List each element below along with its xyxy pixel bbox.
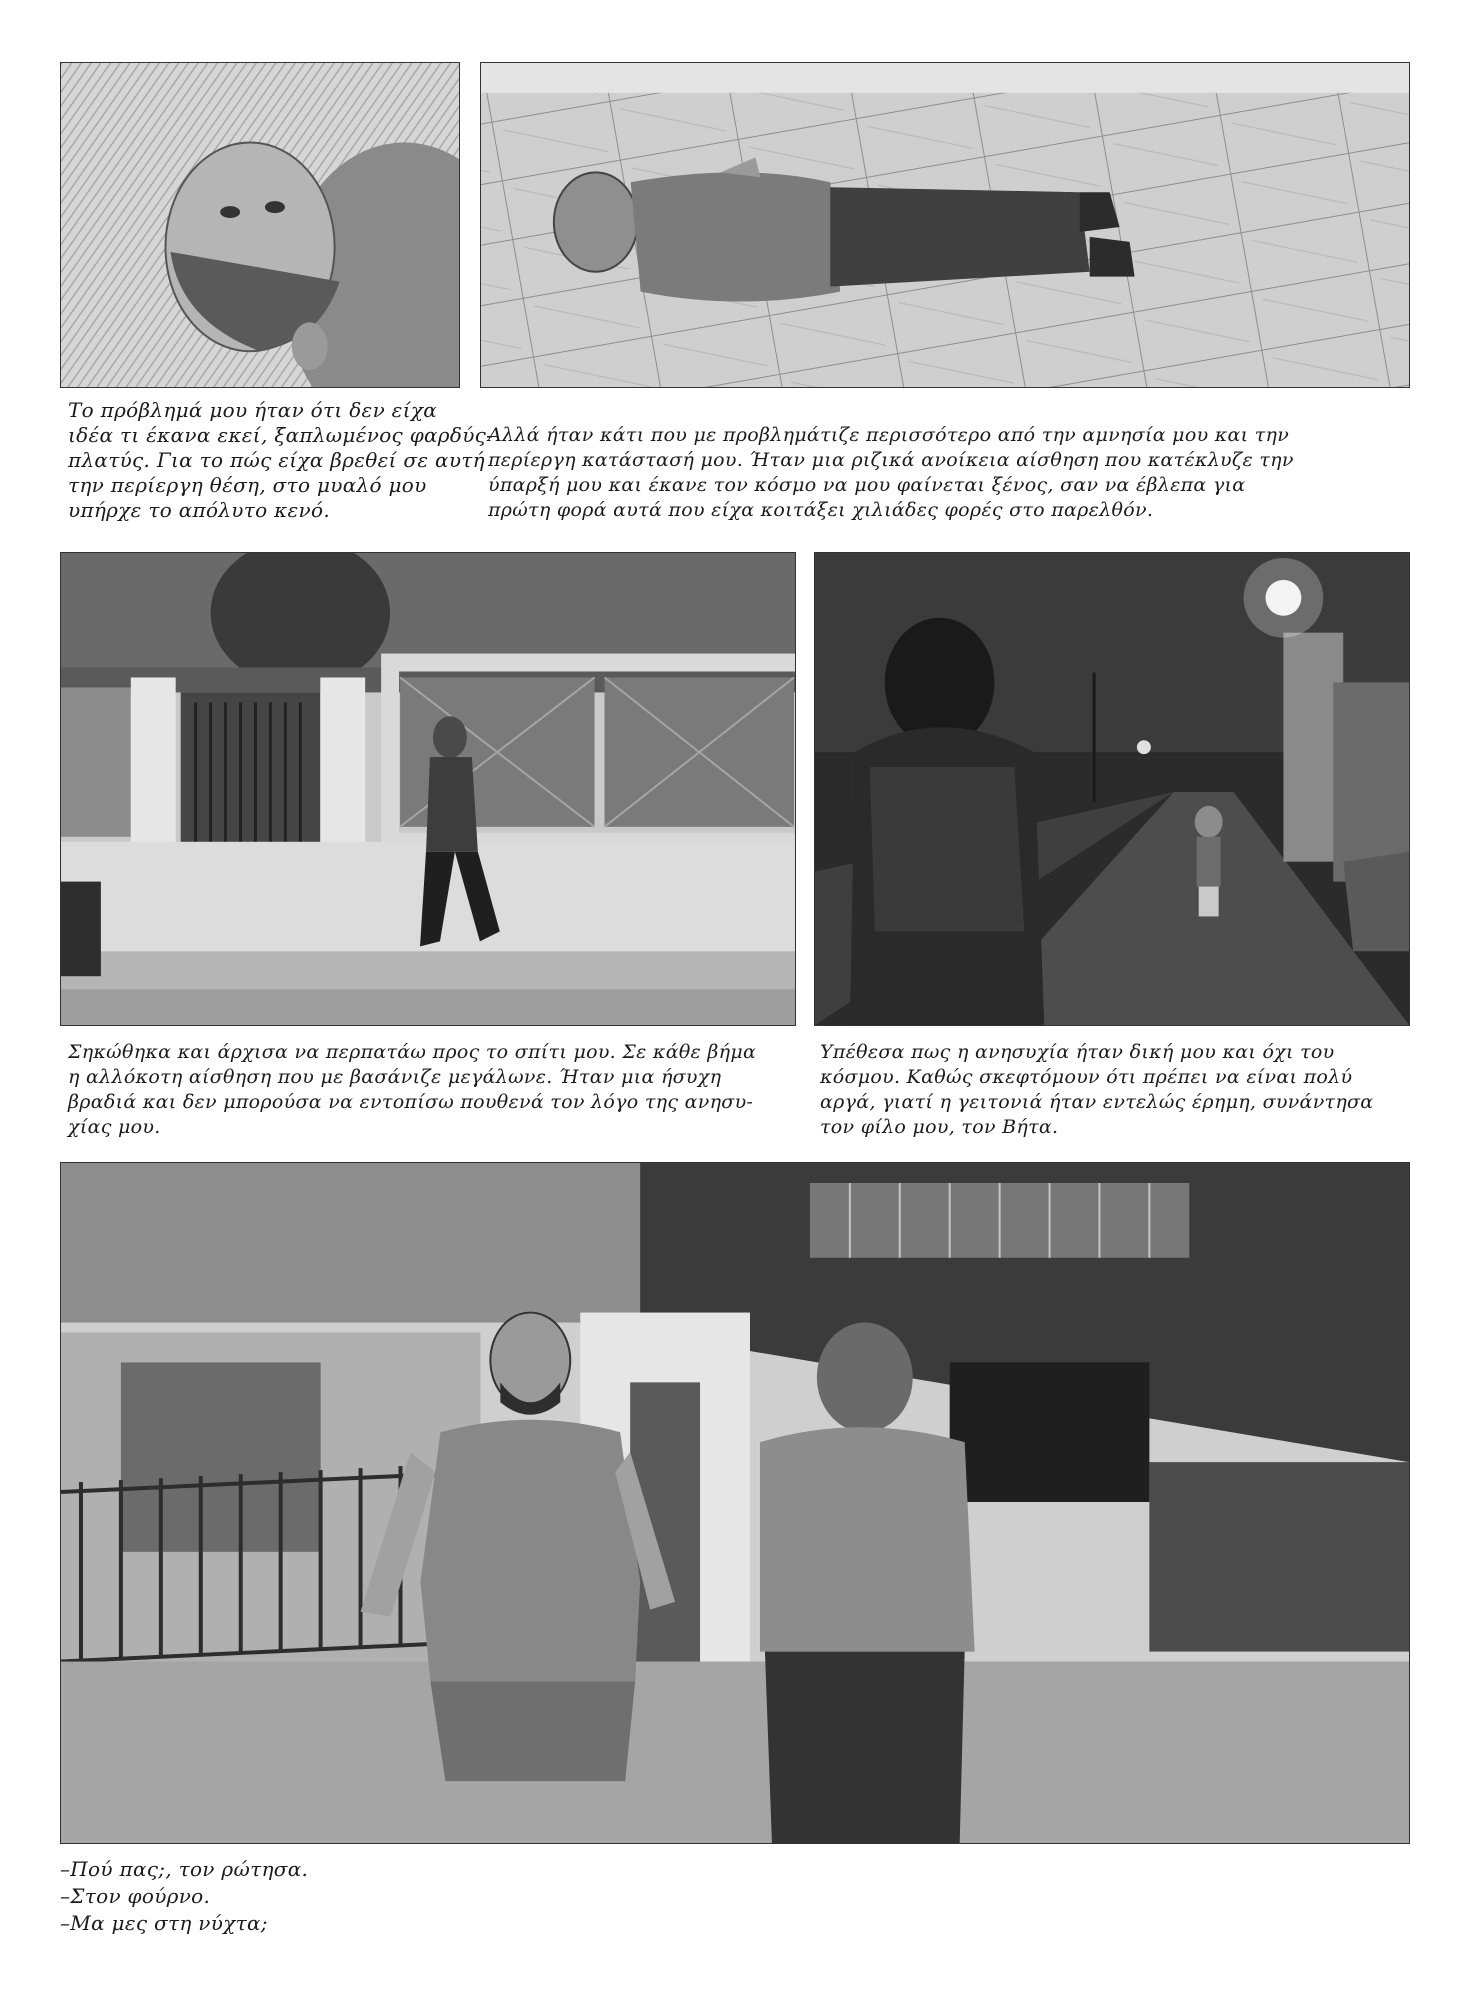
caption-line: υπήρχε το απόλυτο κενό.	[68, 498, 331, 522]
dialogue-block	[60, 1856, 560, 1937]
panel-man-lying-full	[480, 62, 1410, 388]
caption-line: Υπέθεσα πως η ανησυχία ήταν δική μου και όχι του	[820, 1041, 1335, 1063]
caption-line: την περίεργη θέση, στο μυαλό μου	[68, 473, 427, 497]
panel-two-men-meeting	[60, 1162, 1410, 1844]
panel-man-walking	[60, 552, 796, 1026]
caption-panel1	[68, 398, 494, 523]
dialogue-line: –Πού πας;, τον ρώτησα.	[60, 1857, 309, 1881]
caption-line: Σηκώθηκα και άρχισα να περπατάω προς το σπίτι μου. Σε κάθε βήμα	[68, 1041, 757, 1063]
caption-line: η αλλόκοτη αίσθηση που με βασάνιζε μεγάλωνε. Ήταν μια ήσυχη	[68, 1066, 722, 1088]
caption-line: ύπαρξή μου και έκανε τον κόσμο να μου φαίνεται ξένος, σαν να έβλεπα για	[488, 474, 1246, 496]
caption-line: πλατύς. Για το πώς είχα βρεθεί σε αυτή	[68, 448, 485, 472]
caption-line: τον φίλο μου, τον Βήτα.	[820, 1116, 1059, 1138]
caption-line: ιδέα τι έκανα εκεί, ξαπλωμένος φαρδύς-	[68, 423, 494, 447]
caption-line: βραδιά και δεν μπορούσα να εντοπίσω πουθενά τον λόγο της ανησυ-	[68, 1091, 754, 1113]
caption-line: χίας μου.	[68, 1116, 161, 1138]
caption-line: πρώτη φορά αυτά που είχα κοιτάξει χιλιάδες φορές στο παρελθόν.	[488, 499, 1154, 521]
caption-panel3	[68, 1040, 798, 1140]
panel-face-closeup	[60, 62, 460, 388]
dialogue-line: –Μα μες στη νύχτα;	[60, 1911, 268, 1935]
caption-panel2	[488, 423, 1408, 523]
caption-panel4	[820, 1040, 1410, 1140]
caption-line: αργά, γιατί η γειτονιά ήταν εντελώς έρημη, συνάντησα	[820, 1091, 1374, 1113]
caption-line: Αλλά ήταν κάτι που με προβλημάτιζε περισσότερο από την αμνησία μου και την	[488, 424, 1290, 446]
caption-line: περίεργη κατάστασή μου. Ήταν μια ριζικά ανοίκεια αίσθηση που κατέκλυζε την	[488, 449, 1294, 471]
caption-line: κόσμου. Καθώς σκεφτόμουν ότι πρέπει να είναι πολύ	[820, 1066, 1353, 1088]
dialogue-line: –Στον φούρνο.	[60, 1884, 211, 1908]
panel-night-street	[814, 552, 1410, 1026]
caption-line: Το πρόβλημά μου ήταν ότι δεν είχα	[68, 398, 438, 422]
